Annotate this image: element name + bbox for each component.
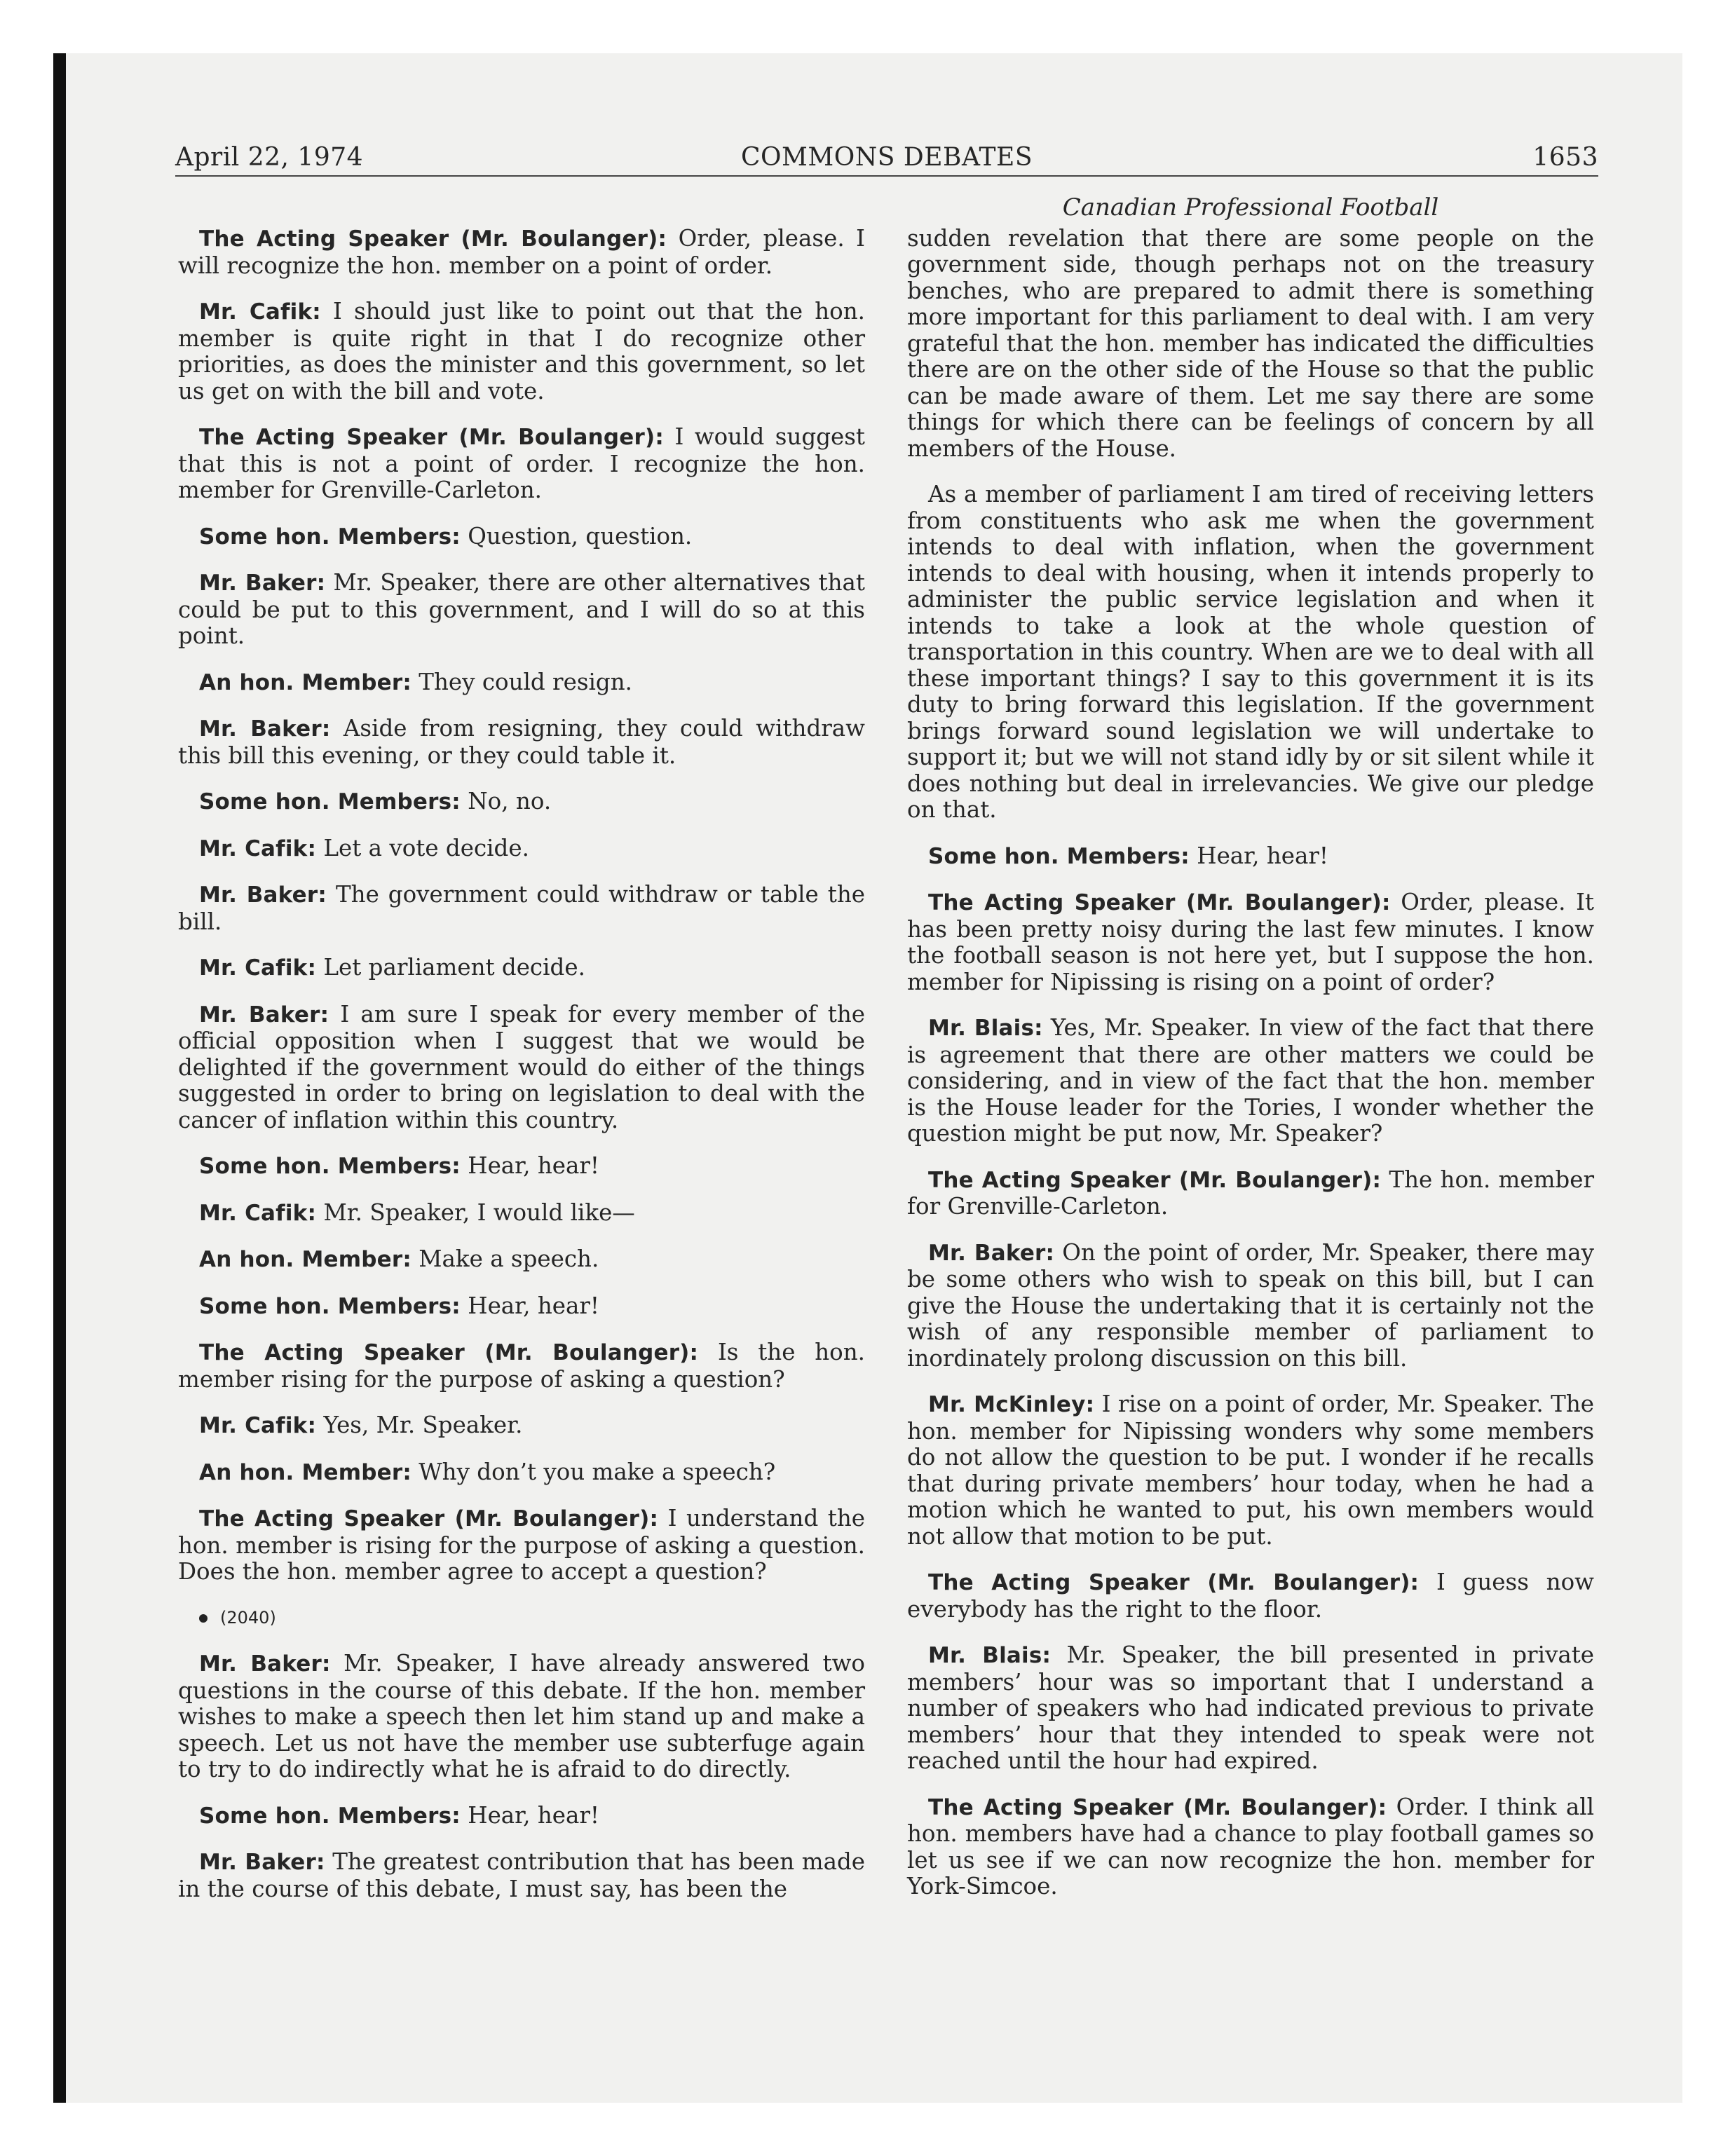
speaker-name: Mr. Cafik:	[199, 299, 321, 325]
speaker-name: The Acting Speaker (Mr. Boulanger):	[928, 1794, 1387, 1820]
speech-text: The government could withdraw or table the bill.	[178, 881, 865, 935]
speaker-name: The Acting Speaker (Mr. Boulanger):	[199, 226, 667, 252]
speech-paragraph	[178, 1339, 865, 1393]
speech-text: No, no.	[468, 788, 552, 814]
speech-paragraph	[178, 1293, 865, 1321]
speaker-name: Some hon. Members:	[199, 1293, 461, 1319]
speech-paragraph	[178, 570, 865, 650]
speaker-name: Mr. Baker:	[199, 1651, 331, 1677]
speech-paragraph	[178, 1506, 865, 1585]
speaker-name: Some hon. Members:	[199, 1154, 461, 1179]
speech-text: I should just like to point out that the hon. member is quite right in that I do recognize other priorities, as does the minister and this government, so let us get on with the bill and vote.	[178, 298, 865, 404]
header-date: April 22, 1974	[175, 143, 364, 172]
speech-paragraph	[907, 843, 1594, 871]
speaker-name: Mr. Blais:	[928, 1016, 1043, 1041]
speaker-name: Mr. Baker:	[199, 716, 331, 742]
speaker-name: The Acting Speaker (Mr. Boulanger):	[928, 1167, 1382, 1193]
speaker-name: Mr. Baker:	[199, 1002, 329, 1028]
binding-edge	[53, 53, 66, 2103]
speech-text: I guess now everybody has the right to the floor.	[907, 1569, 1594, 1623]
speaker-name: An hon. Member:	[199, 669, 411, 695]
speech-text: The greatest contribution that has been made in the course of this debate, I must say, has been the	[178, 1848, 865, 1902]
speech-paragraph	[907, 1167, 1594, 1220]
speech-paragraph	[907, 889, 1594, 995]
speech-paragraph	[907, 1240, 1594, 1372]
speaker-name: Mr. Baker:	[199, 571, 326, 596]
speech-text: Let a vote decide.	[323, 834, 529, 861]
speaker-name: An hon. Member:	[199, 1247, 411, 1272]
speech-paragraph	[907, 1569, 1594, 1623]
speech-text: Mr. Speaker, there are other alternatives that could be put to this government, and I will do so at this point.	[178, 569, 865, 649]
speaker-name: Mr. Baker:	[199, 1850, 325, 1875]
speech-text: I would suggest that this is not a point of order. I recognize the hon. member for Grenville-Carleton.	[178, 423, 865, 503]
speech-text: Mr. Speaker, I would like—	[323, 1199, 635, 1226]
speech-paragraph	[907, 1794, 1594, 1900]
speech-paragraph	[178, 882, 865, 935]
speaker-name: The Acting Speaker (Mr. Boulanger):	[199, 425, 664, 450]
speech-paragraph	[178, 669, 865, 697]
speaker-name: Mr. Blais:	[928, 1643, 1052, 1668]
speech-text: Yes, Mr. Speaker. In view of the fact that there is agreement that there are other matters we could be considering, and in view of the fact that the hon. member is the House leader for the Tories, I wonder whether the question might be put now, Mr. Speaker?	[907, 1014, 1594, 1147]
speaker-name: Mr. Baker:	[199, 882, 327, 908]
header-title: COMMONS DEBATES	[741, 143, 1033, 172]
speech-text: I rise on a point of order, Mr. Speaker. The hon. member for Nipissing wonders why some members do not allow the question to be put. I wonder if he recalls that during private members’ hour today, when he had a motion which he wanted to put, his own members would not allow that motion to be put.	[907, 1391, 1594, 1550]
speech-paragraph	[178, 1849, 865, 1902]
speech-text: I understand the hon. member is rising for the purpose of asking a question. Does the hon. member agree to accept a question?	[178, 1505, 865, 1585]
bullet-icon	[199, 1614, 207, 1623]
speech-paragraph	[907, 1642, 1594, 1775]
speech-text: Make a speech.	[419, 1246, 599, 1272]
speech-text: Yes, Mr. Speaker.	[323, 1412, 523, 1438]
speech-text: Why don’t you make a speech?	[419, 1458, 776, 1485]
speaker-name: The Acting Speaker (Mr. Boulanger):	[928, 1570, 1420, 1595]
speaker-name: Some hon. Members:	[199, 524, 461, 550]
speaker-name: Mr. Cafik:	[199, 835, 317, 861]
speech-text: Is the hon. member rising for the purpose of asking a question?	[178, 1339, 865, 1393]
continuation-paragraph: sudden revelation that there are some people on the government side, though perhaps not on the treasury benches, who are prepared to admit there is something more important for this parliament to deal with. I am very grateful that the hon. member has indicated the difficulties there are on the other side of the House so that the public can be made aware of them. Let me say there are some things for which there can be feelings of concern by all members of the House.	[907, 224, 1594, 462]
continuation-paragraph: As a member of parliament I am tired of receiving letters from constituents who ask me when the government intends to deal with inflation, when the government intends to deal with housing, when it intends properly to administer the public service legislation and when it intends to take a look at the whole question of transportation in this country. When are we to deal with all these important things? I say to this government it is its duty to bring forward this legislation. If the government brings forward sound legislation we will undertake to support it; but we will not stand idly by or sit silent while it does nothing but deal in irrelevancies. We give our pledge on that.	[907, 481, 1594, 823]
speech-text: They could resign.	[419, 668, 632, 695]
speech-paragraph	[178, 1002, 865, 1134]
speech-paragraph	[178, 835, 865, 863]
speech-text: Order. I think all hon. members have had a chance to play football games so let us see if we can now recognize the hon. member for York-Simcoe.	[907, 1793, 1594, 1899]
speech-text: Hear, hear!	[468, 1152, 599, 1179]
speech-paragraph	[178, 299, 865, 404]
time-marker-text: (2040)	[220, 1607, 276, 1628]
speech-text: The hon. member for Grenville-Carleton.	[907, 1166, 1594, 1220]
speech-paragraph	[178, 789, 865, 816]
speech-paragraph	[178, 1200, 865, 1227]
speech-text: Hear, hear!	[468, 1801, 599, 1829]
speech-paragraph	[178, 424, 865, 504]
speech-text: Order, please. It has been pretty noisy during the last few minutes. I know the football season is not here yet, but I suppose the hon. member for Nipissing is rising on a point of order?	[907, 889, 1594, 995]
speech-paragraph	[178, 524, 865, 551]
speech-text: Mr. Speaker, the bill presented in private members’ hour was so important that I understand a number of speakers who had indicated previous to private members’ hour that they intended to speak were not reached until the hour had expired.	[907, 1642, 1594, 1774]
speaker-name: Mr. Baker:	[928, 1240, 1055, 1266]
speech-paragraph	[178, 1153, 865, 1180]
speaker-name: Mr. McKinley:	[928, 1392, 1095, 1417]
speech-text: Aside from resigning, they could withdraw this bill this evening, or they could table it.	[178, 715, 865, 769]
speaker-name: Mr. Cafik:	[199, 1413, 317, 1438]
speaker-name: Mr. Cafik:	[199, 1200, 317, 1226]
speech-text: On the point of order, Mr. Speaker, there may be some others who wish to speak on this bill, but I can give the House the undertaking that it is certainly not the wish of any responsible member of parliament to inordinately prolong discussion on this bill.	[907, 1239, 1594, 1372]
speaker-name: The Acting Speaker (Mr. Boulanger):	[928, 890, 1391, 915]
speech-paragraph	[178, 1651, 865, 1783]
speech-paragraph	[178, 1459, 865, 1487]
speaker-name: The Acting Speaker (Mr. Boulanger):	[199, 1506, 659, 1531]
speaker-name: The Acting Speaker (Mr. Boulanger):	[199, 1340, 699, 1365]
speaker-name: An hon. Member:	[199, 1459, 411, 1485]
speech-paragraph	[178, 1412, 865, 1440]
speaker-name: Some hon. Members:	[199, 1803, 461, 1829]
speech-paragraph	[178, 955, 865, 982]
running-head: Canadian Professional Football	[1062, 193, 1439, 221]
speech-text: Hear, hear!	[468, 1292, 599, 1319]
speech-text: Mr. Speaker, I have already answered two questions in the course of this debate. If the hon. member wishes to make a speech then let him stand up and make a speech. Let us not have the member use subterfuge again to try to do indirectly what he is afraid to do directly.	[178, 1650, 865, 1782]
speech-text: Let parliament decide.	[323, 954, 585, 981]
speech-text: Hear, hear!	[1197, 842, 1328, 869]
speech-paragraph	[178, 716, 865, 769]
speech-text: Question, question.	[468, 522, 693, 550]
speech-text: I am sure I speak for every member of the official opposition when I suggest that we would be delighted if the government would do either of the things suggested in order to bring on legislation to deal with the cancer of inflation within this country.	[178, 1000, 865, 1133]
speech-paragraph	[178, 1803, 865, 1830]
speech-paragraph	[178, 1246, 865, 1274]
speech-paragraph	[178, 226, 865, 279]
speaker-name: Mr. Cafik:	[199, 955, 317, 981]
speech-paragraph	[907, 1391, 1594, 1550]
time-marker	[178, 1605, 865, 1632]
speech-text: Order, please. I will recognize the hon. member on a point of order.	[178, 225, 865, 279]
speaker-name: Some hon. Members:	[928, 843, 1190, 869]
left-column	[178, 226, 865, 1922]
speaker-name: Some hon. Members:	[199, 789, 461, 814]
page-number: 1653	[1532, 143, 1598, 172]
right-column	[907, 195, 1594, 1920]
page-header	[175, 140, 1598, 177]
speech-paragraph	[907, 1015, 1594, 1147]
